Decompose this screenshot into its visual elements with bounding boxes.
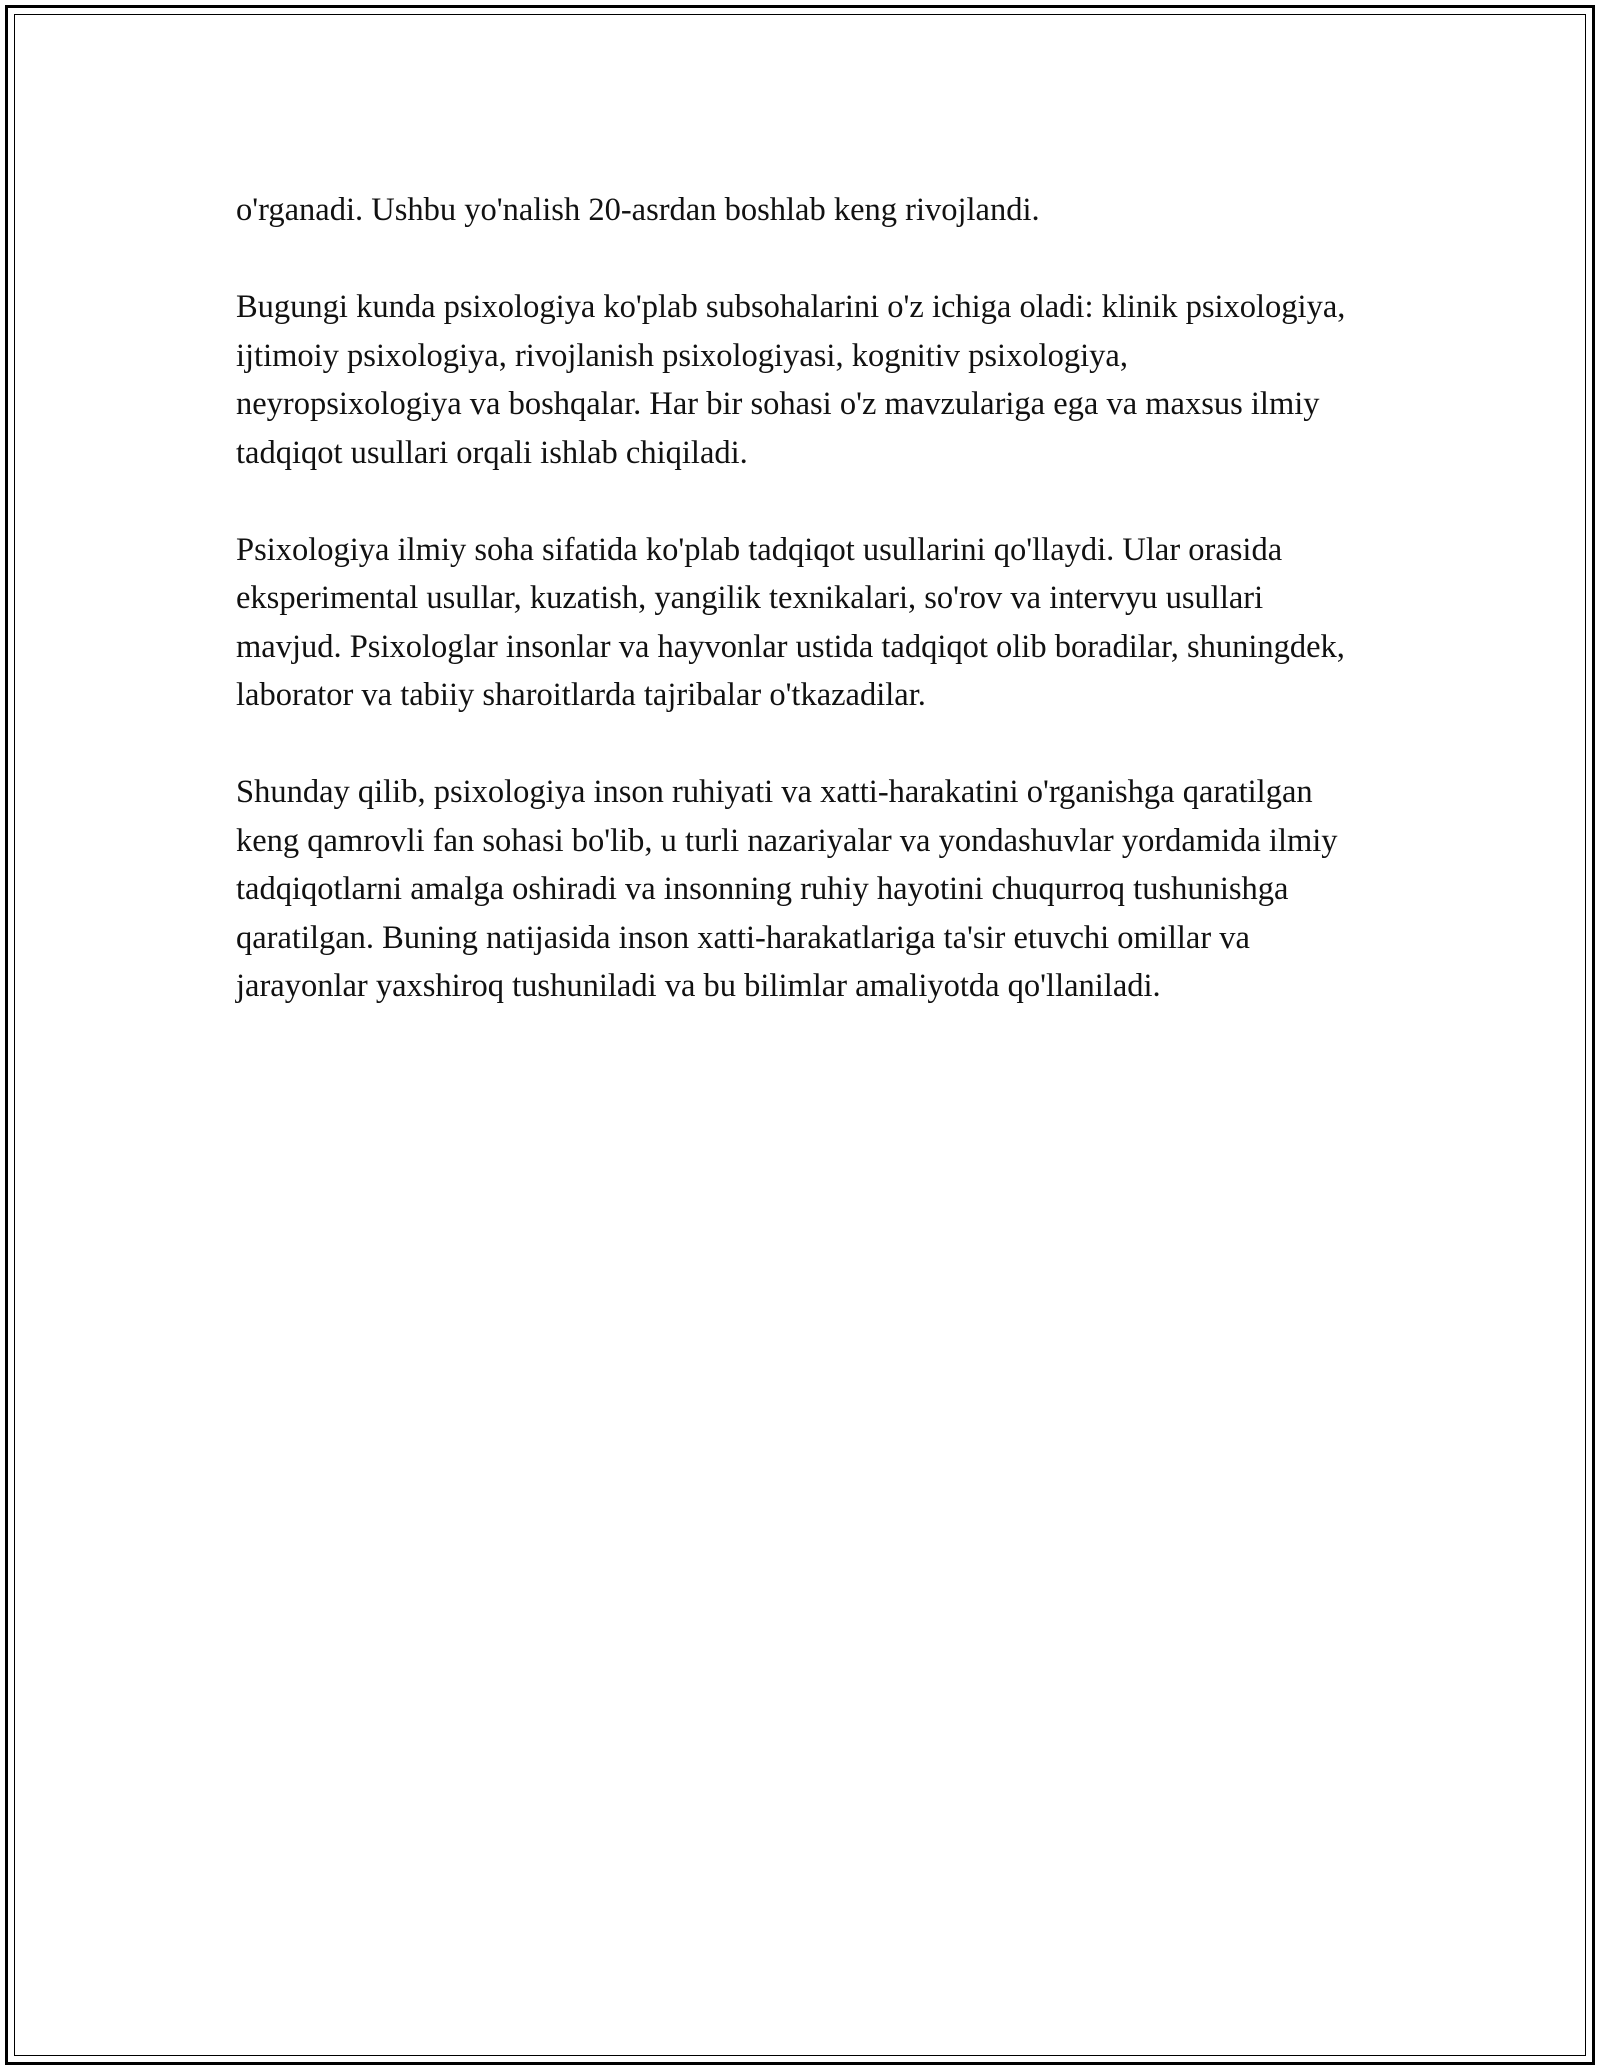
paragraph-3: Psixologiya ilmiy soha sifatida ko'plab tadqiqot usullarini qo'llaydi. Ular orasida eksperimental usullar, kuzatish, yangilik texnikalari, so'rov va intervyu usullari mavjud. Psixologlar insonlar va hayvonlar ustida tadqiqot olib boradilar, shuningdek, laborator va tabiiy sharoitlarda tajribalar o'tkazadilar. [236, 531, 1345, 713]
paragraph-4: Shunday qilib, psixologiya inson ruhiyati va xatti-harakatini o'rganishga qaratilgan keng qamrovli fan sohasi bo'lib, u turli nazariyalar va yondashuvlar yordamida ilmiy tadqiqotlarni amalga oshiradi va insonning ruhiy hayotini chuqurroq tushunishga qaratilgan. Buning natijasida inson xatti-harakatlariga ta'sir etuvchi omillar va jarayonlar yaxshiroq tushuniladi va bu bilimlar amaliyotda qo'llaniladi. [236, 774, 1338, 1004]
document-body [236, 186, 1360, 1011]
paragraph-1: o'rganadi. Ushbu yo'nalish 20-asrdan boshlab keng rivojlandi. [236, 192, 1040, 228]
paragraph-2: Bugungi kunda psixologiya ko'plab subsohalarini o'z ichiga oladi: klinik psixologiya, ijtimoiy psixologiya, rivojlanish psixologiyasi, kognitiv psixologiya, neyropsixologiya va boshqalar. Har bir sohasi o'z mavzulariga ega va maxsus ilmiy tadqiqot usullari orqali ishlab chiqiladi. [236, 289, 1346, 471]
